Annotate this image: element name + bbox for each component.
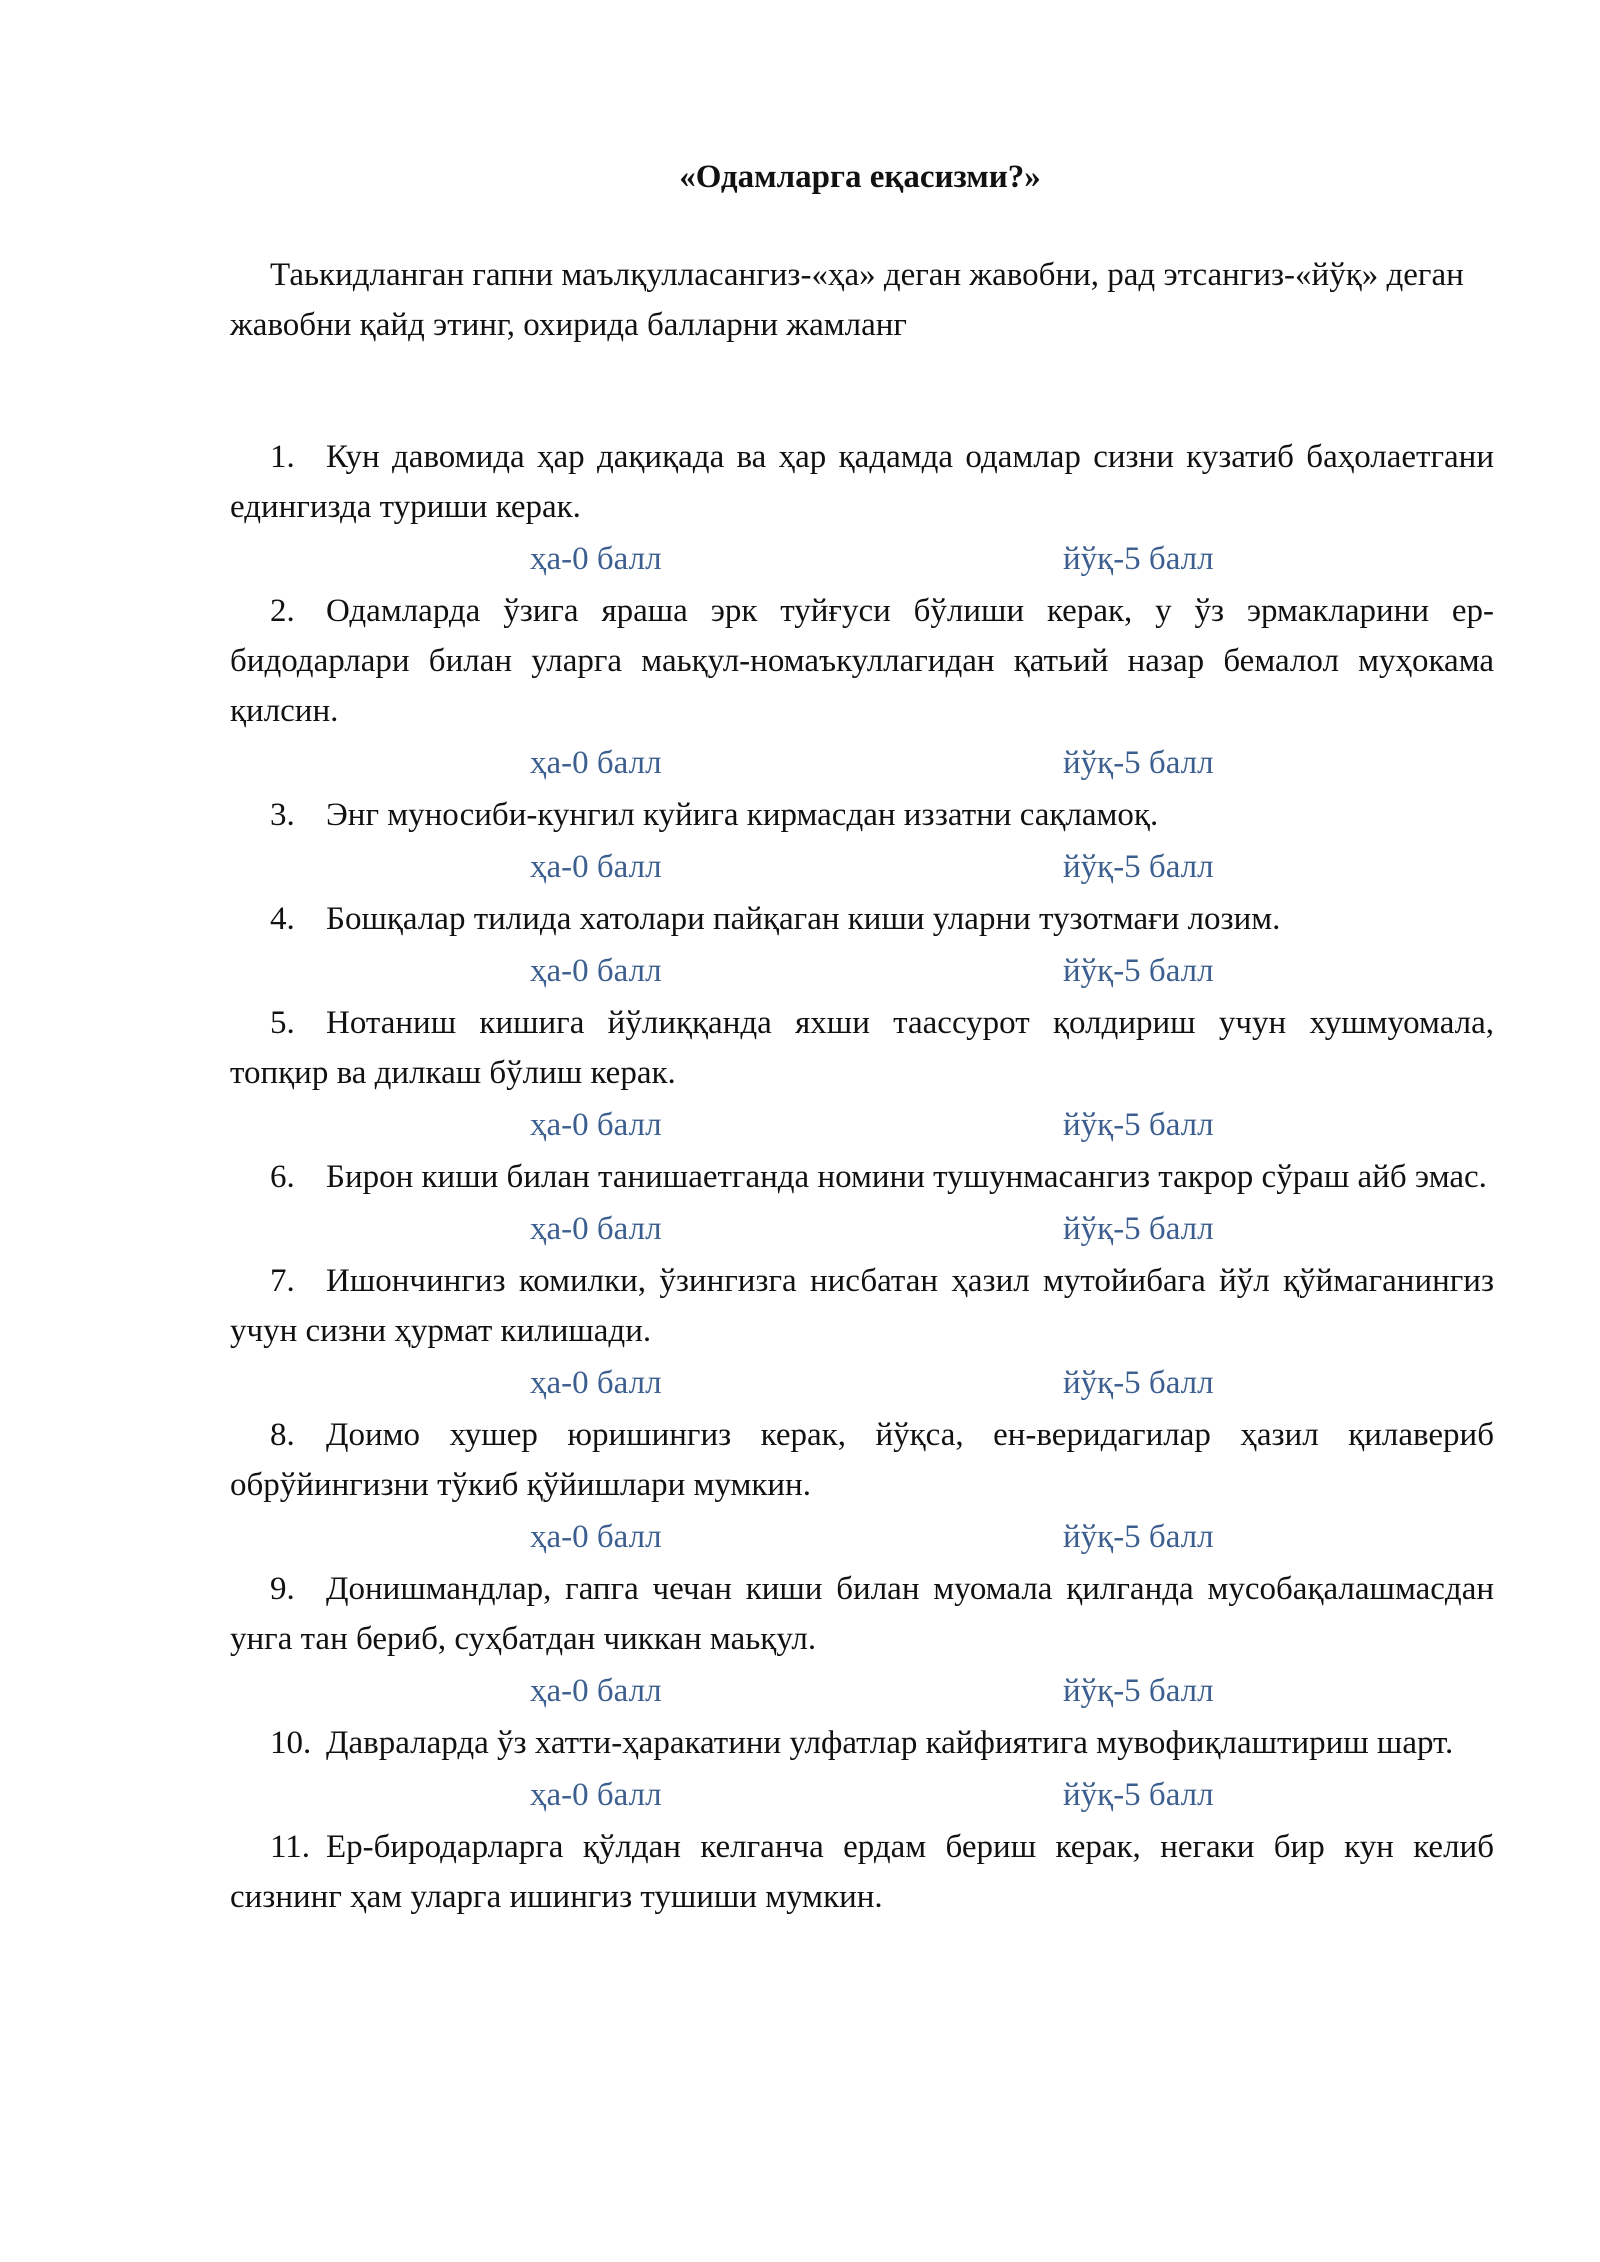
answer-yes-score: ҳа-0 балл bbox=[530, 1107, 662, 1143]
question-number: 8. bbox=[270, 1417, 295, 1453]
answer-options bbox=[230, 944, 1494, 998]
question-item bbox=[230, 998, 1494, 1098]
answer-no-score: йўқ-5 балл bbox=[1063, 1777, 1214, 1813]
answer-yes-score: ҳа-0 балл bbox=[530, 1365, 662, 1401]
answer-no-score: йўқ-5 балл bbox=[1063, 541, 1214, 577]
answer-no-score: йўқ-5 балл bbox=[1063, 1519, 1214, 1555]
answer-no-score: йўқ-5 балл bbox=[1063, 745, 1214, 781]
answer-options bbox=[230, 1356, 1494, 1410]
question-number: 1. bbox=[270, 439, 295, 475]
answer-yes-score: ҳа-0 балл bbox=[530, 953, 662, 989]
answer-yes-score: ҳа-0 балл bbox=[530, 1777, 662, 1813]
question-text: Бошқалар тилида хатолари пайқаган киши уларни тузотмағи лозим. bbox=[326, 901, 1281, 937]
question-item bbox=[230, 432, 1494, 532]
answer-no-score: йўқ-5 балл bbox=[1063, 1107, 1214, 1143]
question-item bbox=[230, 1822, 1494, 1922]
answer-no-score: йўқ-5 балл bbox=[1063, 849, 1214, 885]
question-text: Энг муносиби-кунгил куйига кирмасдан иззатни сақламоқ. bbox=[326, 797, 1159, 833]
question-number: 4. bbox=[270, 901, 295, 937]
question-number: 7. bbox=[270, 1263, 295, 1299]
question-item bbox=[230, 1718, 1494, 1768]
question-number: 2. bbox=[270, 593, 295, 629]
document-title: «Одамларга еқасизми?» bbox=[679, 159, 1041, 195]
question-item bbox=[230, 1256, 1494, 1356]
question-number: 6. bbox=[270, 1159, 295, 1195]
answer-yes-score: ҳа-0 балл bbox=[530, 849, 662, 885]
answer-options bbox=[230, 1510, 1494, 1564]
question-item bbox=[230, 894, 1494, 944]
question-text: Нотаниш кишига йўлиққанда яхши таассурот қолдириш учун хушмуомала, топқир ва дилкаш бўлиш керак. bbox=[230, 1005, 1494, 1091]
question-item bbox=[230, 586, 1494, 736]
answer-options bbox=[230, 736, 1494, 790]
answer-options bbox=[230, 532, 1494, 586]
question-item bbox=[230, 1152, 1494, 1202]
question-text: Ер-биродарларга қўлдан келганча ердам бериш керак, негаки бир кун келиб сизнинг ҳам уларга ишингиз тушиши мумкин. bbox=[230, 1829, 1494, 1915]
question-number: 9. bbox=[270, 1571, 295, 1607]
question-text: Давраларда ўз хатти-ҳаракатини улфатлар кайфиятига мувофиқлаштириш шарт. bbox=[326, 1725, 1454, 1761]
answer-no-score: йўқ-5 балл bbox=[1063, 1673, 1214, 1709]
question-item bbox=[230, 1410, 1494, 1510]
question-item bbox=[230, 790, 1494, 840]
question-list bbox=[230, 432, 1494, 1922]
question-number: 3. bbox=[270, 797, 295, 833]
question-item bbox=[230, 1564, 1494, 1664]
answer-options bbox=[230, 1664, 1494, 1718]
question-text: Ишончингиз комилки, ўзингизга нисбатан ҳазил мутойибага йўл қўймаганингиз учун сизни ҳурмат килишади. bbox=[230, 1263, 1494, 1349]
answer-options bbox=[230, 1768, 1494, 1822]
answer-yes-score: ҳа-0 балл bbox=[530, 745, 662, 781]
answer-yes-score: ҳа-0 балл bbox=[530, 1673, 662, 1709]
answer-options bbox=[230, 1098, 1494, 1152]
answer-yes-score: ҳа-0 балл bbox=[530, 1519, 662, 1555]
question-number: 11. bbox=[270, 1829, 311, 1865]
instructions-paragraph: Таькидланган гапни маълқулласангиз-«ҳа» деган жавобни, рад этсангиз-«йўқ» деган жавобни қайд этинг, охирида балларни жамланг bbox=[230, 257, 1464, 343]
answer-no-score: йўқ-5 балл bbox=[1063, 1365, 1214, 1401]
question-text: Одамларда ўзига яраша эрк туйғуси бўлиши керак, у ўз эрмакларини ер-бидодарлари билан уларга маьқул-номаъкуллагидан қатьий назар бемалол муҳокама қилсин. bbox=[230, 593, 1494, 729]
answer-yes-score: ҳа-0 балл bbox=[530, 1211, 662, 1247]
question-text: Кун давомида ҳар дақиқада ва ҳар қадамда одамлар сизни кузатиб баҳолаетгани едингизда туриши керак. bbox=[230, 439, 1494, 525]
answer-no-score: йўқ-5 балл bbox=[1063, 953, 1214, 989]
answer-no-score: йўқ-5 балл bbox=[1063, 1211, 1214, 1247]
answer-options bbox=[230, 840, 1494, 894]
question-text: Донишмандлар, гапга чечан киши билан муомала қилганда мусобақалашмасдан унга тан бериб, суҳбатдан чиккан маьқул. bbox=[230, 1571, 1494, 1657]
question-number: 5. bbox=[270, 1005, 295, 1041]
question-text: Доимо хушер юришингиз керак, йўқса, ен-веридагилар ҳазил қилавериб обрўйингизни тўкиб қўйишлари мумкин. bbox=[230, 1417, 1494, 1503]
question-number: 10. bbox=[270, 1725, 312, 1761]
question-text: Бирон киши билан танишаетганда номини тушунмасангиз такрор сўраш айб эмас. bbox=[326, 1159, 1487, 1195]
answer-options bbox=[230, 1202, 1494, 1256]
answer-yes-score: ҳа-0 балл bbox=[530, 541, 662, 577]
